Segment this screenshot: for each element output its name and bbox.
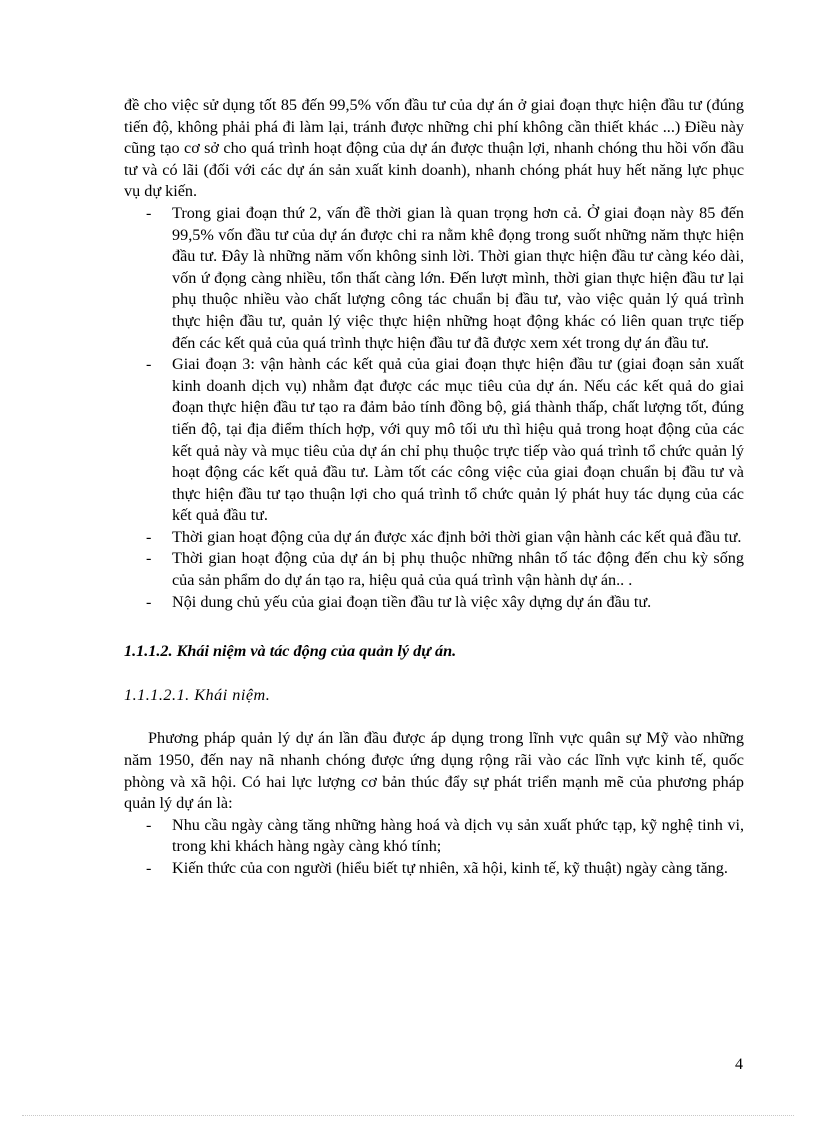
bullet-dash: - (146, 815, 152, 834)
body-paragraph: Phương pháp quản lý dự án lần đầu được áp dụng trong lĩnh vực quân sự Mỹ vào những năm 1950, đến nay nã nhanh chóng được ứng dụng rộng rãi vào các lĩnh vực kinh tế, quốc phòng và xã hội. Có hai lực lượng cơ bản thúc đẩy sự phát triển mạnh mẽ của phương pháp quản lý dự án là: (124, 729, 744, 813)
list-item-text: Thời gian hoạt động của dự án bị phụ thuộc những nhân tố tác động đến chu kỳ sống của sản phẩm do dự án tạo ra, hiệu quả của quá trình vận hành dự án.. . (172, 549, 744, 590)
bullet-dash: - (146, 527, 152, 546)
bullet-dash: - (146, 549, 152, 568)
bullet-list-forces (124, 815, 744, 880)
bullet-dash: - (146, 203, 152, 222)
list-item (124, 527, 744, 549)
list-item-text: Trong giai đoạn thứ 2, vấn đề thời gian là quan trọng hơn cả. Ở giai đoạn này 85 đến 99,5% vốn đầu tư của dự án được chi ra nằm khê đọng trong suốt những năm thực hiện đầu tư. Đây là những năm vốn không sinh lời. Thời gian thực hiện đầu tư càng kéo dài, vốn ứ đọng càng nhiều, tổn thất càng lớn. Đến lượt mình, thời gian thực hiện đầu tư lại phụ thuộc nhiều vào chất lượng công tác chuẩn bị đầu tư, vào việc quản lý quá trình thực hiện đầu tư, quản lý việc thực hiện những hoạt động khác có liên quan trực tiếp đến các kết quả của quá trình thực hiện đầu tư đã được xem xét trong dự án đầu tư. (172, 203, 744, 352)
intro-paragraph: đề cho việc sử dụng tốt 85 đến 99,5% vốn đầu tư của dự án ở giai đoạn thực hiện đầu tư (đúng tiến độ, không phải phá đi làm lại, tránh được những chi phí không cần thiết khác ...) Điều này cũng tạo cơ sở cho quá trình hoạt động của dự án được thuận lợi, nhanh chóng thu hồi vốn đầu tư và có lãi (đối với các dự án sản xuất kinh doanh), nhanh chóng phát huy hết năng lực phục vụ dự kiến. (124, 96, 744, 201)
subsection-heading: 1.1.1.2.1. Khái niệm. (124, 685, 271, 704)
list-item (124, 592, 744, 614)
list-item-text: Giai đoạn 3: vận hành các kết quả của giai đoạn thực hiện đầu tư (giai đoạn sản xuất kinh doanh dịch vụ) nhằm đạt được các mục tiêu của dự án. Nếu các kết quả do giai đoạn thực hiện đầu tư tạo ra đảm bảo tính đồng bộ, giá thành thấp, chất lượng tốt, đúng tiến độ, tại địa điểm thích hợp, với quy mô tối ưu thì hiệu quả trong hoạt động của các kết quả này và mục tiêu của dự án chỉ phụ thuộc trực tiếp vào quá trình tổ chức quản lý hoạt động các kết quả đầu tư. Làm tốt các công việc của giai đoạn chuẩn bị đầu tư và thực hiện đầu tư tạo thuận lợi cho quá trình tổ chức quản lý phát huy tác dụng của các kết quả đầu tư. (172, 355, 744, 525)
list-item-text: Kiến thức của con người (hiểu biết tự nhiên, xã hội, kinh tế, kỹ thuật) ngày càng tăng. (172, 859, 728, 877)
list-item (124, 548, 744, 591)
list-item-text: Nội dung chủ yếu của giai đoạn tiền đầu tư là việc xây dựng dự án đầu tư. (172, 592, 652, 611)
page-number: 4 (735, 1056, 743, 1073)
page-content (124, 95, 744, 880)
list-item (124, 203, 744, 354)
bullet-dash: - (146, 355, 152, 374)
bullet-list-phases (124, 203, 744, 613)
list-item (124, 858, 744, 880)
list-item (124, 815, 744, 858)
list-item-text: Nhu cầu ngày càng tăng những hàng hoá và dịch vụ sản xuất phức tạp, kỹ nghệ tinh vi, trong khi khách hàng ngày càng khó tính; (172, 815, 744, 856)
bullet-dash: - (146, 592, 152, 611)
list-item-text: Thời gian hoạt động của dự án được xác định bởi thời gian vận hành các kết quả đầu tư. (172, 527, 742, 546)
page-bottom-divider (22, 1115, 794, 1116)
list-item (124, 354, 744, 527)
bullet-dash: - (146, 859, 152, 877)
section-heading: 1.1.1.2. Khái niệm và tác động của quản lý dự án. (124, 642, 457, 661)
